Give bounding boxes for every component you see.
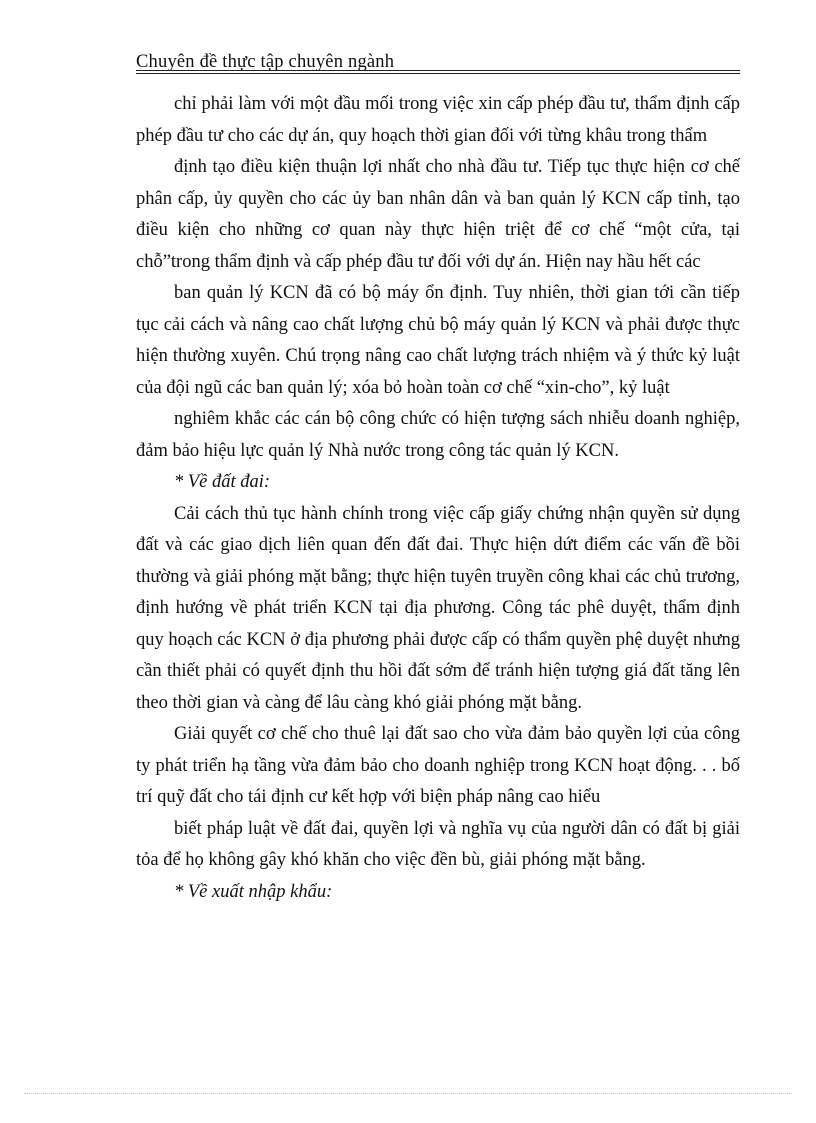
header-rule-thin: [136, 73, 740, 74]
section-heading-land: * Về đất đai:: [174, 472, 271, 492]
header-title: Chuyên đề thực tập chuyên ngành: [136, 52, 395, 72]
paragraph: nghiêm khắc các cán bộ công chức có hiện tượng sách nhiễu doanh nghiệp, đảm bảo hiệu lực quản lý Nhà nước trong công tác quản lý KCN.: [136, 409, 740, 461]
paragraph: chỉ phải làm với một đầu mối trong việc xin cấp phép đầu tư, thẩm định cấp phép đầu tư cho các dự án, quy hoạch thời gian đối với từng khâu trong thẩm: [136, 94, 740, 146]
paragraph: định tạo điều kiện thuận lợi nhất cho nhà đầu tư. Tiếp tục thực hiện cơ chế phân cấp, ủy quyền cho các ủy ban nhân dân và ban quản lý KCN cấp tỉnh, tạo điều kiện cho những cơ quan này thực hiện triệt để cơ chế “một cửa, tại chỗ”trong thẩm định và cấp phép đầu tư đối với dự án. Hiện nay hầu hết các: [136, 157, 740, 272]
header-rule-thick: [136, 70, 740, 71]
section-heading-import-export: * Về xuất nhập khẩu:: [174, 881, 333, 902]
paragraph: biết pháp luật về đất đai, quyền lợi và nghĩa vụ của người dân có đất bị giải tỏa để họ không gây khó khăn cho việc đền bù, giải phóng mặt bằng.: [136, 818, 740, 870]
page-header: [136, 50, 740, 74]
paragraph: ban quản lý KCN đã có bộ máy ổn định. Tuy nhiên, thời gian tới cần tiếp tục cải cách và nâng cao chất lượng chủ bộ máy quản lý KCN và phải được thực hiện thường xuyên. Chú trọng nâng cao chất lượng trách nhiệm và ý thức kỷ luật của đội ngũ các ban quản lý; xóa bỏ hoàn toàn cơ chế “xin-cho”, kỷ luật: [136, 283, 740, 398]
paragraph: Giải quyết cơ chế cho thuê lại đất sao cho vừa đảm bảo quyền lợi của công ty phát triển hạ tầng vừa đảm bảo cho doanh nghiệp trong KCN hoạt động. . . bố trí quỹ đất cho tái định cư kết hợp với biện pháp nâng cao hiểu: [136, 724, 740, 807]
paragraph: Cải cách thủ tục hành chính trong việc cấp giấy chứng nhận quyền sử dụng đất và các giao dịch liên quan đến đất đai. Thực hiện dứt điểm các vấn đề bồi thường và giải phóng mặt bằng; thực hiện tuyên truyền công khai các chủ trương, định hướng về phát triển KCN tại địa phương. Công tác phê duyệt, thẩm định quy hoạch các KCN ở địa phương phải được cấp có thẩm quyền phệ duyệt nhưng cần thiết phải có quyết định thu hồi đất sớm để tránh hiện tượng giá đất tăng lên theo thời gian và càng để lâu càng khó giải phóng mặt bằng.: [136, 503, 740, 713]
page-bottom-dotted-line: [24, 1093, 792, 1094]
document-body: [136, 89, 740, 908]
